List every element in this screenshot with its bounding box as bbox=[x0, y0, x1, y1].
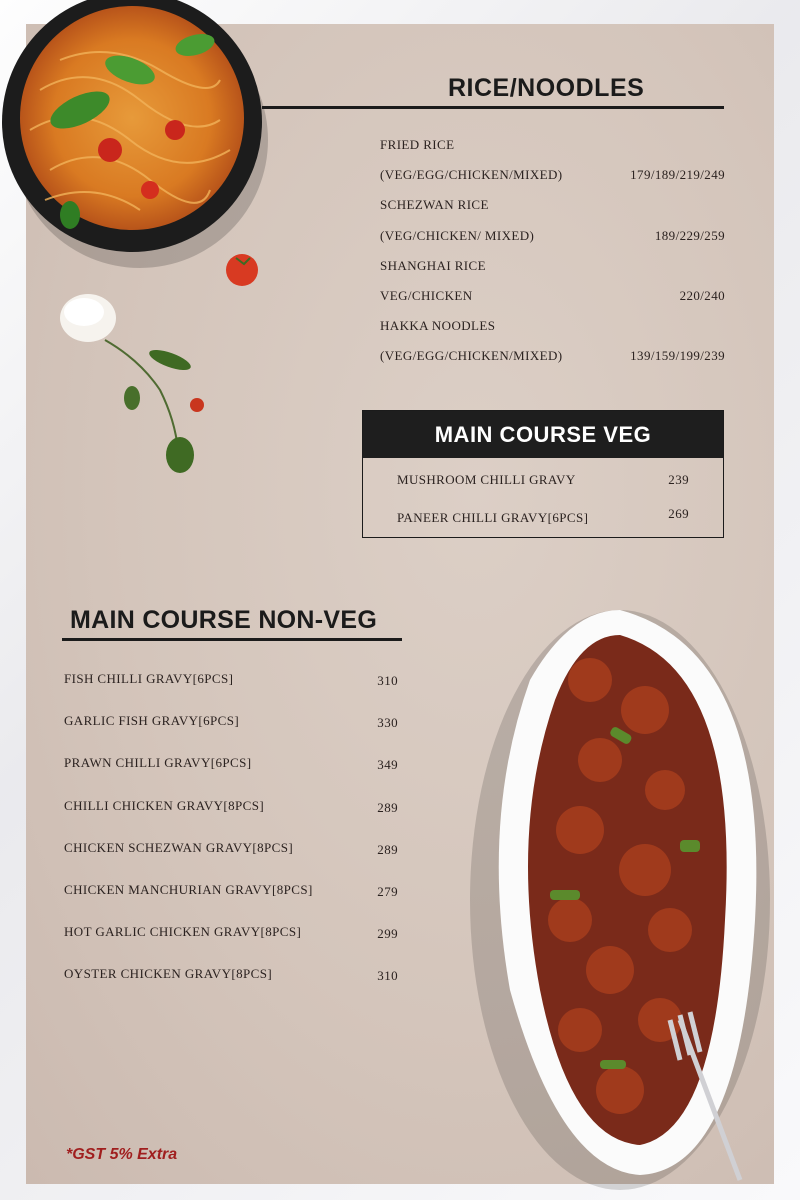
menu-row bbox=[64, 882, 398, 924]
main-course-veg-title: MAIN COURSE VEG bbox=[363, 411, 723, 458]
main-course-veg-box bbox=[362, 410, 724, 538]
item-name: FISH CHILLI GRAVY[6PCS] bbox=[64, 671, 234, 686]
menu-row bbox=[380, 311, 725, 341]
item-price: 139/159/199/239 bbox=[630, 348, 725, 364]
item-name: MUSHROOM CHILLI GRAVY bbox=[397, 472, 576, 487]
item-price: 310 bbox=[377, 968, 398, 984]
main-course-nonveg-rule bbox=[62, 638, 402, 641]
menu-row bbox=[64, 755, 398, 797]
menu-row bbox=[64, 966, 398, 1008]
menu-row bbox=[64, 924, 398, 966]
rice-noodles-title: RICE/NOODLES bbox=[448, 74, 645, 102]
item-name: HOT GARLIC CHICKEN GRAVY[8PCS] bbox=[64, 924, 302, 940]
menu-row bbox=[380, 190, 725, 220]
tomato-mozzarella-garnish-image bbox=[50, 250, 270, 480]
item-price: 289 bbox=[377, 841, 398, 857]
item-name: HAKKA NOODLES bbox=[380, 318, 496, 334]
item-name: CHILLI CHICKEN GRAVY[8PCS] bbox=[64, 797, 265, 813]
item-name: (VEG/EGG/CHICKEN/MIXED) bbox=[380, 167, 563, 183]
item-name: FRIED RICE bbox=[380, 137, 455, 153]
item-price: 349 bbox=[377, 757, 398, 773]
item-price: 239 bbox=[668, 472, 689, 487]
item-price: 289 bbox=[377, 799, 398, 815]
gst-note: *GST 5% Extra bbox=[66, 1146, 178, 1163]
item-name: CHICKEN MANCHURIAN GRAVY[8PCS] bbox=[64, 881, 313, 897]
menu-row bbox=[397, 506, 689, 526]
menu-row bbox=[380, 221, 725, 251]
item-name: GARLIC FISH GRAVY[6PCS] bbox=[64, 713, 240, 729]
item-price: 189/229/259 bbox=[654, 227, 725, 243]
menu-row bbox=[64, 840, 398, 882]
item-price: 179/189/219/249 bbox=[630, 167, 725, 183]
item-name: SCHEZWAN RICE bbox=[380, 197, 489, 213]
item-price: 279 bbox=[377, 883, 398, 899]
item-name: (VEG/CHICKEN/ MIXED) bbox=[380, 227, 535, 243]
menu-row bbox=[380, 251, 725, 281]
menu-row bbox=[397, 472, 689, 488]
item-price: 269 bbox=[668, 506, 689, 521]
noodles-bowl-image bbox=[0, 0, 270, 270]
rice-noodles-list bbox=[380, 130, 725, 372]
menu-row bbox=[64, 713, 398, 755]
menu-row bbox=[380, 130, 725, 160]
item-price: 330 bbox=[377, 715, 398, 731]
main-course-nonveg-title: MAIN COURSE NON-VEG bbox=[70, 606, 378, 634]
menu-row bbox=[380, 281, 725, 311]
item-name: PRAWN CHILLI GRAVY[6PCS] bbox=[64, 755, 252, 771]
menu-row bbox=[64, 798, 398, 840]
item-name: PANEER CHILLI GRAVY[6PCS] bbox=[397, 510, 589, 525]
item-name: (VEG/EGG/CHICKEN/MIXED) bbox=[380, 348, 563, 364]
item-name: OYSTER CHICKEN GRAVY[8PCS] bbox=[64, 966, 273, 982]
menu-row bbox=[64, 671, 398, 713]
item-price: 220/240 bbox=[679, 288, 725, 304]
item-price: 310 bbox=[377, 673, 398, 688]
item-name: VEG/CHICKEN bbox=[380, 288, 473, 304]
item-name: CHICKEN SCHEZWAN GRAVY[8PCS] bbox=[64, 839, 294, 855]
rice-noodles-rule bbox=[262, 106, 724, 109]
chilli-chicken-plate-image bbox=[470, 590, 770, 1190]
menu-row bbox=[380, 341, 725, 371]
main-course-nonveg-list bbox=[64, 671, 398, 1009]
item-price: 299 bbox=[377, 926, 398, 942]
item-name: SHANGHAI RICE bbox=[380, 257, 486, 273]
menu-row bbox=[380, 160, 725, 190]
